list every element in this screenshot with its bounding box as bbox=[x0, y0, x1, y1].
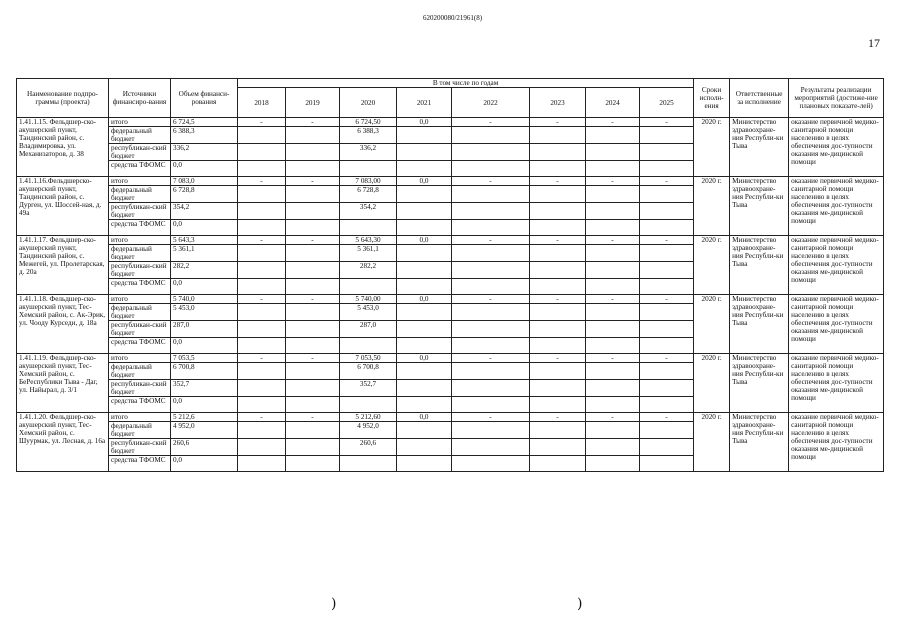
volume-total: 6 724,5 bbox=[171, 118, 238, 127]
year-value: - bbox=[452, 413, 530, 422]
source-label: республикан-ский бюджет bbox=[109, 262, 171, 279]
volume-republic: 352,7 bbox=[171, 380, 238, 397]
volume-tfoms: 0,0 bbox=[171, 397, 238, 413]
responsible: Министерство здравоохране-ния Республи-ки Тыва bbox=[730, 413, 789, 472]
source-label: федеральный бюджет bbox=[109, 245, 171, 262]
financing-table bbox=[16, 78, 884, 472]
volume-federal: 5 361,1 bbox=[171, 245, 238, 262]
source-label: средства ТФОМС bbox=[109, 220, 171, 236]
source-label: республикан-ский бюджет bbox=[109, 380, 171, 397]
source-label: средства ТФОМС bbox=[109, 456, 171, 472]
source-label: федеральный бюджет bbox=[109, 304, 171, 321]
source-label: средства ТФОМС bbox=[109, 279, 171, 295]
responsible: Министерство здравоохране-ния Республи-ки Тыва bbox=[730, 354, 789, 413]
source-label: федеральный бюджет bbox=[109, 186, 171, 203]
volume-total: 5 643,3 bbox=[171, 236, 238, 245]
result: оказание первичной медико-санитарной помощи населению в целях обеспечения дос-тупности оказания ме-дицинской помощи bbox=[789, 177, 884, 236]
year-value: - bbox=[530, 177, 586, 186]
year-value: - bbox=[452, 354, 530, 363]
header-sources: Источники финансиро-вания bbox=[109, 79, 171, 118]
volume-total: 5 740,0 bbox=[171, 295, 238, 304]
year-2020-federal: 4 952,0 bbox=[340, 422, 397, 439]
page-number: 17 bbox=[868, 36, 880, 50]
year-value: - bbox=[530, 236, 586, 245]
deadline: 2020 г. bbox=[694, 177, 730, 236]
year-value: - bbox=[286, 236, 340, 245]
year-value: - bbox=[238, 118, 286, 127]
year-value: - bbox=[452, 118, 530, 127]
result: оказание первичной медико-санитарной помощи населению в целях обеспечения дос-тупности оказания ме-дицинской помощи bbox=[789, 118, 884, 177]
header-results: Результаты реализации мероприятий (достиже-ние плановых показате-лей) bbox=[789, 79, 884, 118]
source-label: средства ТФОМС bbox=[109, 338, 171, 354]
volume-tfoms: 0,0 bbox=[171, 279, 238, 295]
deadline: 2020 г. bbox=[694, 236, 730, 295]
header-name: Наименование подпро-граммы (проекта) bbox=[17, 79, 109, 118]
volume-total: 7 053,5 bbox=[171, 354, 238, 363]
source-label: итого bbox=[109, 177, 171, 186]
year-value: - bbox=[586, 118, 640, 127]
table-row bbox=[17, 354, 884, 363]
measure-name: 1.41.1.15. Фельдшер-ско-акушерский пункт, Тандинский район, с. Владимировка, ул. Механизаторов, д. 38 bbox=[17, 118, 109, 177]
responsible: Министерство здравоохране-ния Республи-ки Тыва bbox=[730, 295, 789, 354]
year-value: - bbox=[238, 177, 286, 186]
volume-republic: 260,6 bbox=[171, 439, 238, 456]
year-2020-federal: 5 361,1 bbox=[340, 245, 397, 262]
source-label: итого bbox=[109, 118, 171, 127]
result: оказание первичной медико-санитарной помощи населению в целях обеспечения дос-тупности оказания ме-дицинской помощи bbox=[789, 236, 884, 295]
source-label: республикан-ский бюджет bbox=[109, 203, 171, 220]
result: оказание первичной медико-санитарной помощи населению в целях обеспечения дос-тупности оказания ме-дицинской помощи bbox=[789, 413, 884, 472]
year-value: - bbox=[452, 236, 530, 245]
table-row bbox=[17, 118, 884, 127]
year-2020-republic: 336,2 bbox=[340, 144, 397, 161]
bottom-mark: ) bbox=[577, 596, 583, 612]
year-value: - bbox=[640, 413, 694, 422]
header-year: 2025 bbox=[640, 88, 694, 118]
year-value: - bbox=[286, 118, 340, 127]
year-value: 0,0 bbox=[397, 118, 452, 127]
year-value: - bbox=[238, 354, 286, 363]
bottom-mark: ) bbox=[331, 596, 337, 612]
year-value: 5 643,30 bbox=[340, 236, 397, 245]
header-year: 2022 bbox=[452, 88, 530, 118]
source-label: федеральный бюджет bbox=[109, 127, 171, 144]
year-2020-republic: 352,7 bbox=[340, 380, 397, 397]
year-value: - bbox=[586, 295, 640, 304]
deadline: 2020 г. bbox=[694, 354, 730, 413]
header-year: 2020 bbox=[340, 88, 397, 118]
volume-tfoms: 0,0 bbox=[171, 220, 238, 236]
volume-federal: 5 453,0 bbox=[171, 304, 238, 321]
responsible: Министерство здравоохране-ния Республи-ки Тыва bbox=[730, 236, 789, 295]
source-label: итого bbox=[109, 413, 171, 422]
table-row bbox=[17, 236, 884, 245]
volume-total: 7 083,0 bbox=[171, 177, 238, 186]
year-value: - bbox=[586, 413, 640, 422]
header-year: 2021 bbox=[397, 88, 452, 118]
document-number: 620200080/21961(8) bbox=[422, 14, 483, 22]
year-value: - bbox=[286, 295, 340, 304]
year-value: - bbox=[530, 295, 586, 304]
source-label: средства ТФОМС bbox=[109, 161, 171, 177]
header-responsible: Ответственные за исполнение bbox=[730, 79, 789, 118]
year-value: - bbox=[238, 236, 286, 245]
year-value: - bbox=[640, 295, 694, 304]
volume-federal: 6 700,8 bbox=[171, 363, 238, 380]
year-value: - bbox=[640, 118, 694, 127]
year-2020-federal: 6 388,3 bbox=[340, 127, 397, 144]
deadline: 2020 г. bbox=[694, 295, 730, 354]
year-value: 0,0 bbox=[397, 413, 452, 422]
volume-federal: 6 388,3 bbox=[171, 127, 238, 144]
year-2020-republic: 354,2 bbox=[340, 203, 397, 220]
year-value: 7 083,00 bbox=[340, 177, 397, 186]
deadline: 2020 г. bbox=[694, 413, 730, 472]
result: оказание первичной медико-санитарной помощи населению в целях обеспечения дос-тупности оказания ме-дицинской помощи bbox=[789, 354, 884, 413]
source-label: федеральный бюджет bbox=[109, 422, 171, 439]
year-value: 7 053,50 bbox=[340, 354, 397, 363]
year-value: - bbox=[530, 118, 586, 127]
source-label: федеральный бюджет bbox=[109, 363, 171, 380]
measure-name: 1.41.1.16.Фельдшерско-акушерский пункт, Тандинский район, с. Дурген, ул. Шоссей-ная, д. 49а bbox=[17, 177, 109, 236]
source-label: республикан-ский бюджет bbox=[109, 144, 171, 161]
year-value: - bbox=[452, 295, 530, 304]
table-header bbox=[17, 79, 884, 118]
source-label: республикан-ский бюджет bbox=[109, 321, 171, 338]
year-value: - bbox=[286, 354, 340, 363]
header-year: 2019 bbox=[286, 88, 340, 118]
volume-republic: 282,2 bbox=[171, 262, 238, 279]
volume-republic: 336,2 bbox=[171, 144, 238, 161]
volume-tfoms: 0,0 bbox=[171, 456, 238, 472]
year-value: 6 724,50 bbox=[340, 118, 397, 127]
responsible: Министерство здравоохране-ния Республи-ки Тыва bbox=[730, 177, 789, 236]
source-label: средства ТФОМС bbox=[109, 397, 171, 413]
year-value: - bbox=[586, 177, 640, 186]
header-volume: Объем финанси-рования bbox=[171, 79, 238, 118]
volume-federal: 6 728,8 bbox=[171, 186, 238, 203]
deadline: 2020 г. bbox=[694, 118, 730, 177]
volume-republic: 354,2 bbox=[171, 203, 238, 220]
year-value: - bbox=[586, 354, 640, 363]
year-value: 0,0 bbox=[397, 236, 452, 245]
year-value: - bbox=[586, 236, 640, 245]
year-value: 5 740,00 bbox=[340, 295, 397, 304]
table-body bbox=[17, 118, 884, 472]
year-value: - bbox=[452, 177, 530, 186]
volume-tfoms: 0,0 bbox=[171, 338, 238, 354]
source-label: республикан-ский бюджет bbox=[109, 439, 171, 456]
volume-total: 5 212,6 bbox=[171, 413, 238, 422]
header-years-group: В том числе по годам bbox=[238, 79, 694, 88]
year-value: 5 212,60 bbox=[340, 413, 397, 422]
year-2020-federal: 6 700,8 bbox=[340, 363, 397, 380]
year-value: - bbox=[238, 413, 286, 422]
source-label: итого bbox=[109, 295, 171, 304]
table-row bbox=[17, 413, 884, 422]
year-value: - bbox=[286, 177, 340, 186]
source-label: итого bbox=[109, 354, 171, 363]
table-row bbox=[17, 295, 884, 304]
header-deadline: Сроки исполн-ения bbox=[694, 79, 730, 118]
result: оказание первичной медико-санитарной помощи населению в целях обеспечения дос-тупности оказания ме-дицинской помощи bbox=[789, 295, 884, 354]
source-label: итого bbox=[109, 236, 171, 245]
volume-republic: 287,0 bbox=[171, 321, 238, 338]
year-2020-republic: 260,6 bbox=[340, 439, 397, 456]
year-value: 0,0 bbox=[397, 354, 452, 363]
measure-name: 1.41.1.17. Фельдшер-ско-акушерский пункт, Тандинский район, с. Межегей, ул. Пролетарская, д. 20а bbox=[17, 236, 109, 295]
volume-federal: 4 952,0 bbox=[171, 422, 238, 439]
header-year: 2018 bbox=[238, 88, 286, 118]
year-value: - bbox=[640, 236, 694, 245]
year-value: - bbox=[238, 295, 286, 304]
year-value: 0,0 bbox=[397, 295, 452, 304]
measure-name: 1.41.1.19. Фельдшер-ско-акушерский пункт, Тес-Хемский район, с. БеРеспублики Тыва - Даг, ул. Найырал, д. 3/1 bbox=[17, 354, 109, 413]
header-year: 2023 bbox=[530, 88, 586, 118]
header-year: 2024 bbox=[586, 88, 640, 118]
year-value: - bbox=[640, 354, 694, 363]
year-value: 0,0 bbox=[397, 177, 452, 186]
year-value: - bbox=[286, 413, 340, 422]
measure-name: 1.41.1.18. Фельдшер-ско-акушерский пункт, Тес-Хемский район, с. Ак-Эрик, ул. Чооду Курседи, д. 18а bbox=[17, 295, 109, 354]
table-row bbox=[17, 177, 884, 186]
year-value: - bbox=[530, 354, 586, 363]
year-value: - bbox=[640, 177, 694, 186]
year-2020-republic: 287,0 bbox=[340, 321, 397, 338]
volume-tfoms: 0,0 bbox=[171, 161, 238, 177]
responsible: Министерство здравоохране-ния Республи-ки Тыва bbox=[730, 118, 789, 177]
measure-name: 1.41.1.20. Фельдшер-ско-акушерский пункт, Тес-Хемский район, с. Шуурмак, ул. Лесная, д. 16а bbox=[17, 413, 109, 472]
year-2020-federal: 5 453,0 bbox=[340, 304, 397, 321]
year-2020-federal: 6 728,8 bbox=[340, 186, 397, 203]
year-value: - bbox=[530, 413, 586, 422]
year-2020-republic: 282,2 bbox=[340, 262, 397, 279]
